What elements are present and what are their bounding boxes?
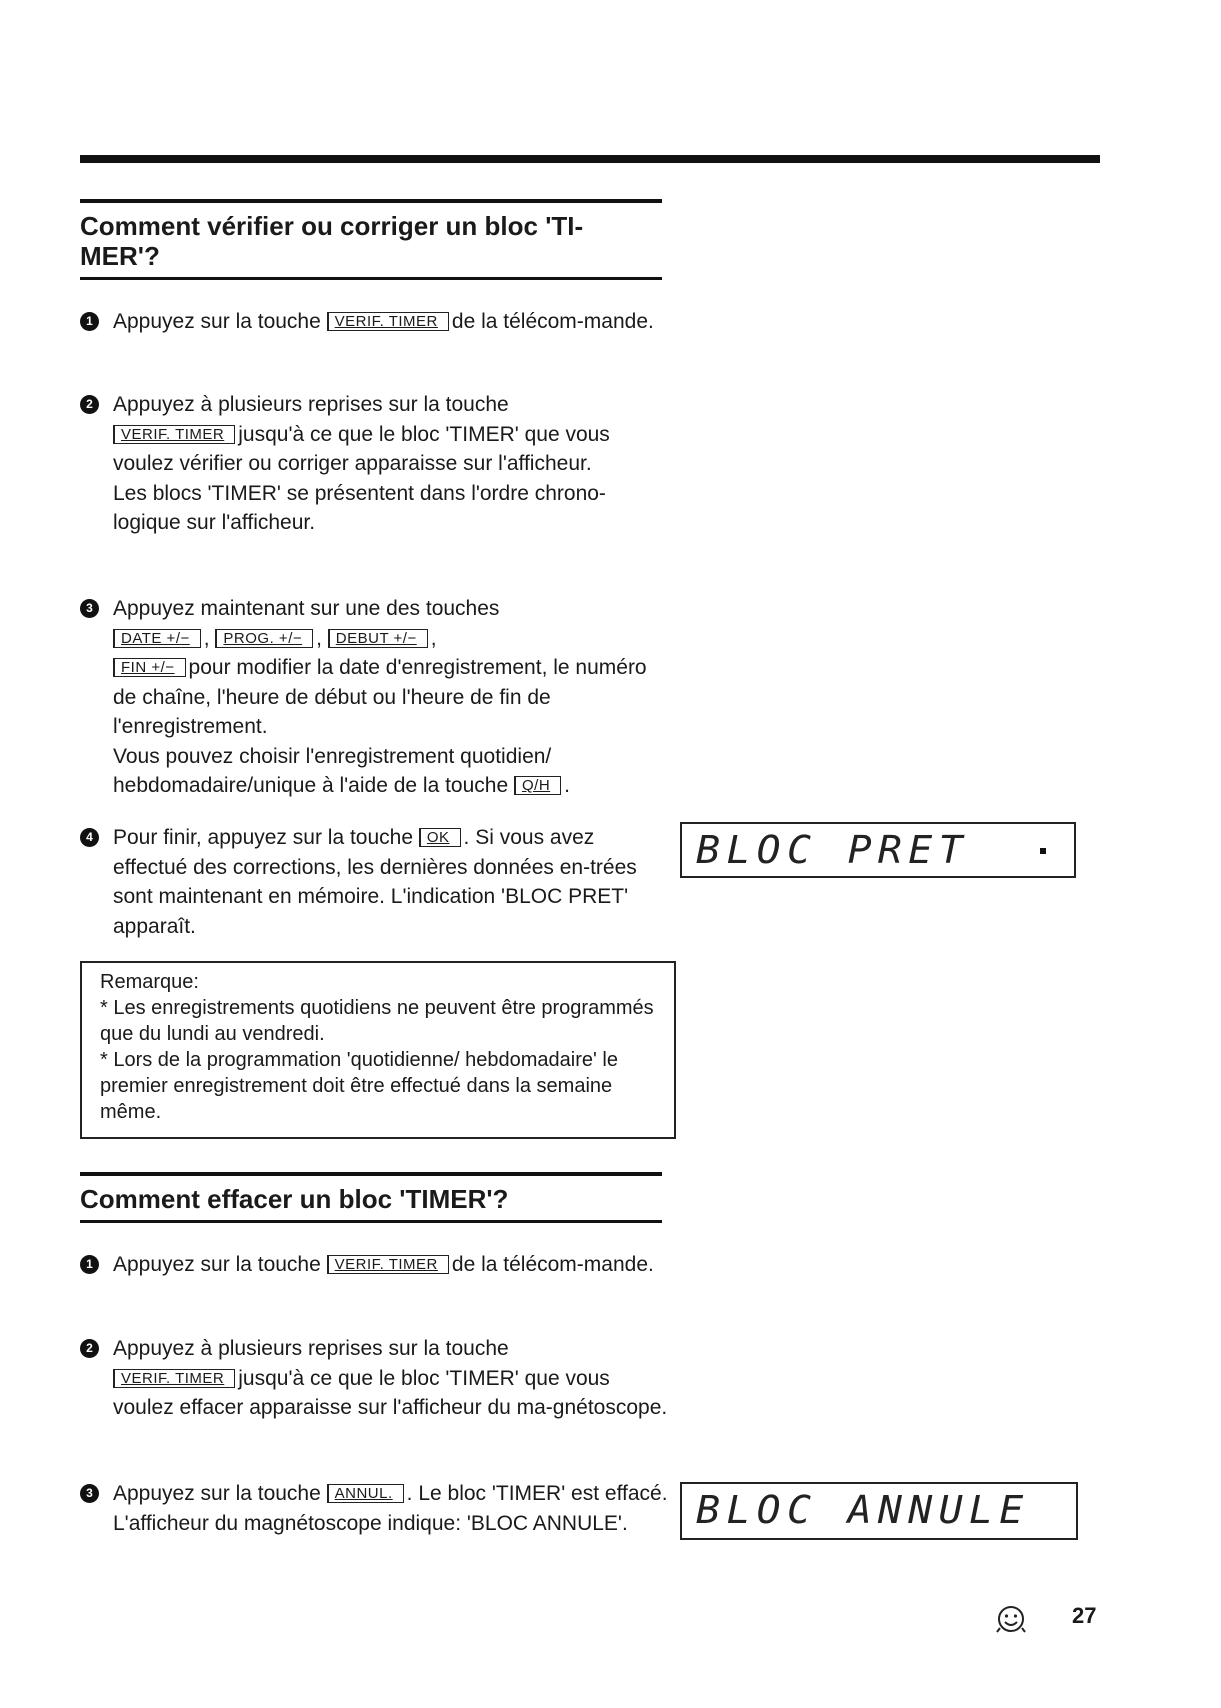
page-number: 27 [1072, 1603, 1097, 1628]
annul-key: ANNUL. [327, 1484, 404, 1503]
fin-key: FIN +/− [113, 658, 186, 677]
step-number: 3 [80, 1484, 99, 1503]
remark-line-2: * Lors de la programmation 'quotidienne/ hebdomadaire' le premier enregistrement doit être effectué dans la semaine même. [100, 1049, 618, 1123]
remark-title: Remarque: [100, 971, 199, 993]
s1-step-4: 4 Pour finir, appuyez sur la touche OK . Si vous avez effectué des corrections, les dernières données en-trées sont maintenant en mémoire. L'indication 'BLOC PRET' apparaît. [80, 823, 670, 941]
remark-line-1: * Les enregistrements quotidiens ne peuvent être programmés que du lundi au vendredi. [100, 997, 654, 1045]
lcd-display-bloc-pret [680, 822, 1076, 878]
verif-timer-key: VERIF. TIMER [327, 1255, 449, 1274]
lcd-indicator-dot [1040, 848, 1046, 854]
section-1 [80, 199, 662, 280]
lcd-text: BLOC ANNULE [696, 1488, 1030, 1532]
ok-key: OK [419, 828, 461, 847]
debut-key: DEBUT +/− [328, 629, 428, 648]
qh-key: Q/H [514, 776, 561, 795]
remark-box [80, 961, 676, 1139]
verif-timer-key: VERIF. TIMER [327, 312, 449, 331]
smiley-face-icon [994, 1602, 1028, 1641]
s2-step-2: 2 Appuyez à plusieurs reprises sur la touche VERIF. TIMER jusqu'à ce que le bloc 'TIMER' que vous voulez effacer apparaisse sur l'afficheur du ma-gnétoscope. [80, 1334, 670, 1423]
step-number: 4 [80, 828, 99, 847]
step-number: 3 [80, 599, 99, 618]
prog-key: PROG. +/− [215, 629, 313, 648]
top-rule [80, 155, 1100, 163]
section-1-title: Comment vérifier ou corriger un bloc 'TI-MER'? [80, 199, 662, 280]
s1-step-3: 3 Appuyez maintenant sur une des touches DATE +/− , PROG. +/− , DEBUT +/− , FIN +/− pour modifier la date d'enregistrement, le numéro de chaîne, l'heure de début ou l'heure de fin de l'enregistrement. Vous pouvez choisir l'enregistrement quotidien/ hebdomadaire/unique à l'aide de la touche Q/H . [80, 594, 670, 801]
s2-step-1: 1 Appuyez sur la touche VERIF. TIMER de la télécom-mande. [80, 1250, 670, 1280]
lcd-display-bloc-annule [680, 1482, 1078, 1540]
step-number: 2 [80, 1339, 99, 1358]
date-key: DATE +/− [113, 629, 201, 648]
s1-step-2: 2 Appuyez à plusieurs reprises sur la touche VERIF. TIMER jusqu'à ce que le bloc 'TIMER' que vous voulez vérifier ou corriger apparaisse sur l'afficheur. Les blocs 'TIMER' se présentent dans l'ordre chrono-logique sur l'afficheur. [80, 390, 670, 538]
s1-step-1: 1 Appuyez sur la touche VERIF. TIMER de la télécom-mande. [80, 307, 670, 337]
section-2 [80, 1172, 662, 1223]
lcd-text: BLOC PRET [696, 828, 969, 872]
s2-step-3: 3 Appuyez sur la touche ANNUL. . Le bloc 'TIMER' est effacé. L'afficheur du magnétoscope indique: 'BLOC ANNULE'. [80, 1479, 670, 1538]
section-2-title: Comment effacer un bloc 'TIMER'? [80, 1172, 662, 1223]
verif-timer-key: VERIF. TIMER [113, 425, 235, 444]
step-number: 2 [80, 395, 99, 414]
step-number: 1 [80, 312, 99, 331]
verif-timer-key: VERIF. TIMER [113, 1369, 235, 1388]
step-number: 1 [80, 1255, 99, 1274]
